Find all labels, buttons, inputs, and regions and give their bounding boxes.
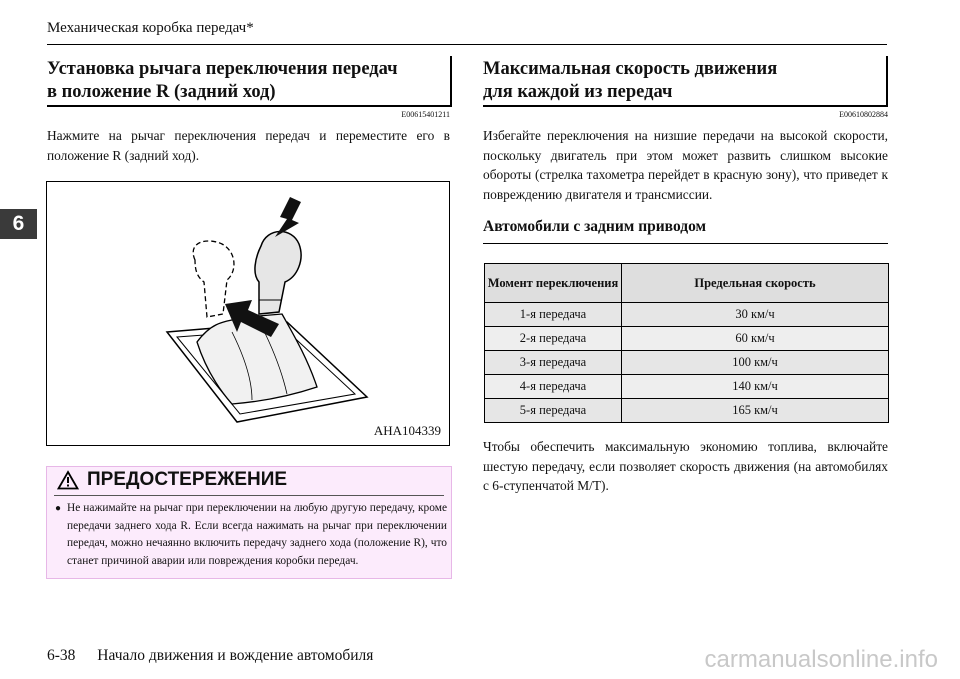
subsection-title: Автомобили с задним приводом	[483, 218, 707, 235]
header-divider	[47, 44, 887, 45]
gear-cell: 4-я передача	[485, 375, 622, 399]
speed-table	[484, 263, 889, 423]
warning-header	[57, 469, 287, 491]
warning-text-block	[55, 500, 447, 570]
fuel-economy-text: Чтобы обеспечить максимальную экономию топлива, включайте шестую передачу, если позволяет скорость движения (на автомобилях с 6-ступенчатой М/Т).	[483, 439, 888, 493]
section-title-reverse	[47, 58, 398, 104]
running-header: Механическая коробка передач*	[47, 20, 254, 36]
gear-lever-illustration	[47, 182, 448, 444]
page-footer	[47, 647, 373, 665]
warning-triangle-icon	[57, 470, 79, 490]
subsection-divider	[483, 243, 888, 244]
table-row	[485, 375, 889, 399]
table-row	[485, 327, 889, 351]
section-title-line2: в положение R (задний ход)	[47, 82, 276, 102]
doc-code: E00610802884	[839, 110, 888, 119]
speed-cell: 60 км/ч	[622, 327, 889, 351]
gear-cell: 3-я передача	[485, 351, 622, 375]
warning-box	[46, 466, 452, 579]
title-side-bar	[450, 56, 452, 107]
title-underline	[47, 105, 452, 107]
warning-title: ПРЕДОСТЕРЕЖЕНИЕ	[87, 469, 288, 490]
column-header-speed: Предельная скорость	[622, 264, 889, 303]
instruction-text: Нажмите на рычаг переключения передач и переместите его в положение R (задний ход).	[47, 128, 450, 163]
gear-cell: 1-я передача	[485, 303, 622, 327]
warning-text: Не нажимайте на рычаг при переключении на любую другую передачу, кроме передачи заднего хода R. Если всегда нажимать на рычаг при переключении передач, можно нечаянно включить передачу заднего хода (положение R), что станет причиной аварии или повреждения коробки передач.	[67, 502, 447, 567]
gear-cell: 2-я передача	[485, 327, 622, 351]
section-title-line2: для каждой из передач	[483, 82, 673, 102]
title-side-bar	[886, 56, 888, 107]
speed-cell: 30 км/ч	[622, 303, 889, 327]
downshift-warning-text: Избегайте переключения на низшие передачи на высокой скорости, поскольку двигатель при этом может развить слишком высокие обороты (стрелка тахометра перейдет в красную зону), что приведет к повреждению двигателя и трансмиссии.	[483, 128, 888, 202]
chapter-tab[interactable]: 6	[0, 209, 37, 239]
speed-cell: 140 км/ч	[622, 375, 889, 399]
table-row	[485, 399, 889, 423]
table-header-row	[485, 264, 889, 303]
section-title-max-speed	[483, 58, 777, 104]
lever-knob	[255, 231, 301, 314]
section-title-line1: Установка рычага переключения передач	[47, 59, 398, 79]
column-header-shift: Момент переключения	[485, 264, 622, 303]
speed-cell: 165 км/ч	[622, 399, 889, 423]
figure-label: AHA104339	[373, 423, 441, 438]
section-title-line1: Максимальная скорость движения	[483, 59, 778, 79]
bullet-icon: ●	[55, 503, 62, 514]
table-row	[485, 351, 889, 375]
gear-shift-figure	[46, 181, 450, 446]
speed-cell: 100 км/ч	[622, 351, 889, 375]
footer-section-title: Начало движения и вождение автомобиля	[97, 647, 374, 664]
page-number: 6-38	[47, 647, 76, 664]
title-underline	[483, 105, 888, 107]
gear-cell: 5-я передача	[485, 399, 622, 423]
doc-code: E00615401211	[401, 110, 450, 119]
watermark-link[interactable]: carmanualsonline.info	[704, 646, 938, 673]
table-row	[485, 303, 889, 327]
warning-divider	[54, 495, 444, 496]
